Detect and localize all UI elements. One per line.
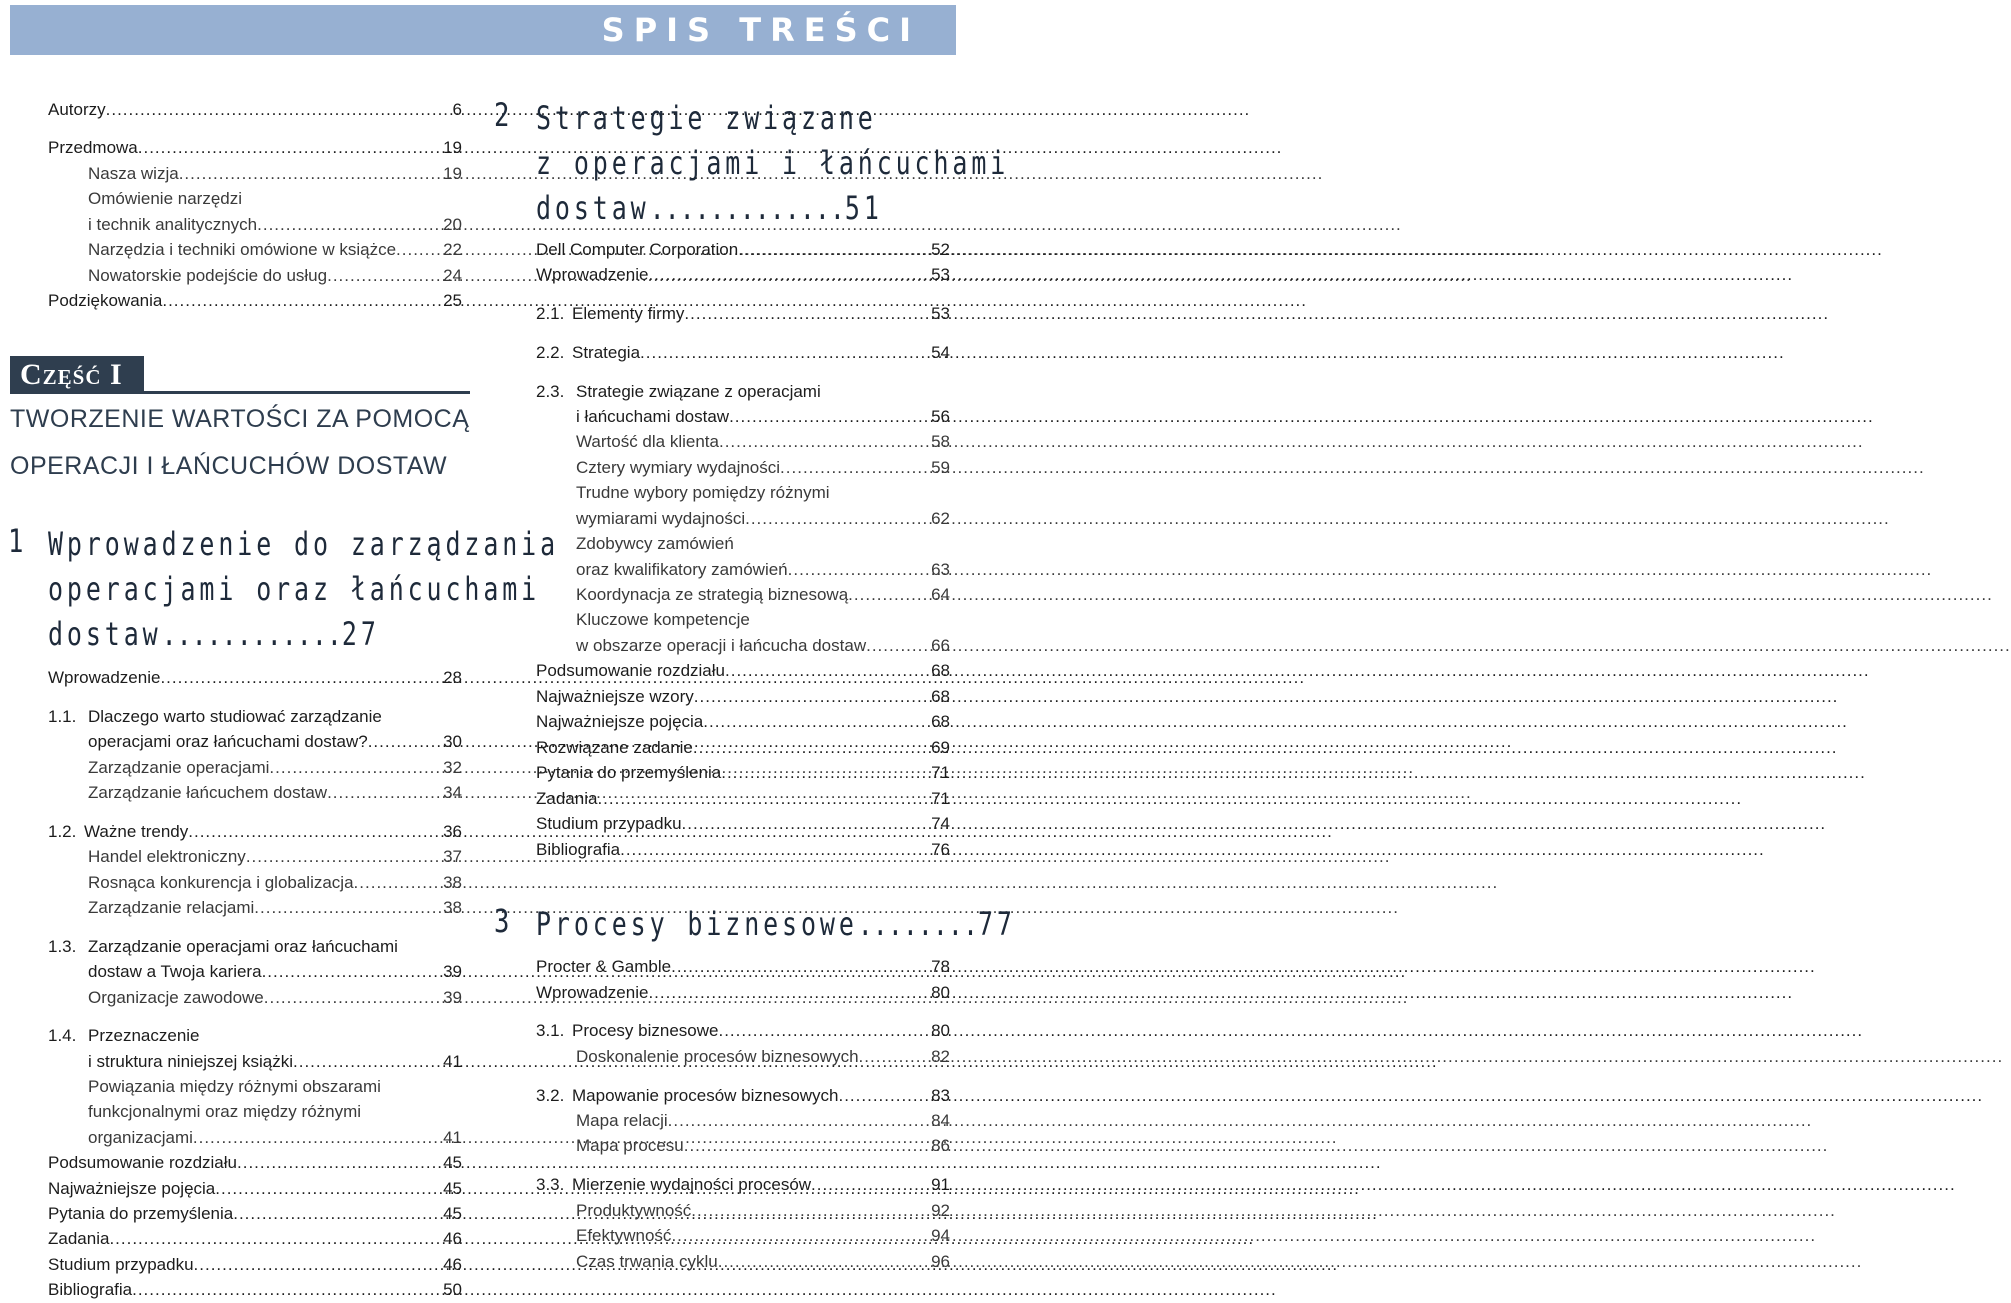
page-number: 63 xyxy=(931,560,950,579)
chapter-title-text: operacjami oraz łańcuchami xyxy=(48,570,541,608)
toc-entry[interactable] xyxy=(536,763,950,783)
dot-leader xyxy=(729,407,929,427)
entry-title: organizacjami xyxy=(88,1128,193,1147)
dot-leader xyxy=(237,1153,441,1173)
dot-leader xyxy=(848,585,929,605)
page-number: 50 xyxy=(443,1280,462,1299)
toc-entry[interactable] xyxy=(48,1179,462,1199)
page-number: 76 xyxy=(931,840,950,859)
section-number: 3.1. xyxy=(536,1021,565,1040)
chapter-title[interactable] xyxy=(536,141,1009,185)
entry-title-line: Strategie związane z operacjami xyxy=(576,382,821,401)
toc-entry[interactable] xyxy=(88,873,462,893)
dot-leader xyxy=(109,1229,441,1249)
entry-title: Studium przypadku xyxy=(48,1255,194,1274)
page-number: 28 xyxy=(443,668,462,687)
dot-leader xyxy=(188,822,441,842)
toc-entry[interactable] xyxy=(576,1136,950,1156)
page-number: 68 xyxy=(931,687,950,706)
entry-title: w obszarze operacji i łańcucha dostaw xyxy=(576,636,867,655)
toc-entry[interactable] xyxy=(88,266,462,286)
dot-leader: ............ xyxy=(161,615,342,653)
page-number: 84 xyxy=(931,1111,950,1130)
page-title: SPIS TREŚCI xyxy=(601,11,920,49)
dot-leader xyxy=(738,240,929,260)
entry-title: Podsumowanie rozdziału xyxy=(536,661,725,680)
entry-title: i technik analitycznych xyxy=(88,215,258,234)
dot-leader xyxy=(269,758,441,778)
entry-title: Elementy firmy xyxy=(572,304,685,323)
toc-entry[interactable] xyxy=(576,1252,950,1272)
chapter-number: 1 xyxy=(8,522,24,560)
page-number: 86 xyxy=(931,1136,950,1155)
page-number: 32 xyxy=(443,758,462,777)
dot-leader xyxy=(725,661,929,681)
chapter-title[interactable] xyxy=(536,186,883,230)
dot-leader xyxy=(254,898,441,918)
page-number: 92 xyxy=(931,1201,950,1220)
toc-entry[interactable] xyxy=(88,1128,462,1148)
entry-title: Czas trwania cyklu xyxy=(576,1252,718,1271)
chapter-title-text: dostaw xyxy=(48,615,162,653)
entry-title: Procesy biznesowe xyxy=(572,1021,719,1040)
dot-leader xyxy=(327,266,441,286)
page-number: 38 xyxy=(443,898,462,917)
toc-entry[interactable] xyxy=(88,962,462,982)
entry-title: Wprowadzenie xyxy=(48,668,161,687)
toc-entry[interactable] xyxy=(48,1255,462,1275)
entry-title: Organizacje zawodowe xyxy=(88,988,264,1007)
entry-title: Przedmowa xyxy=(48,138,138,157)
entry-title: Studium przypadku xyxy=(536,814,682,833)
dot-leader xyxy=(293,1052,441,1072)
entry-title: Najważniejsze wzory xyxy=(536,687,694,706)
page-number: 56 xyxy=(931,407,950,426)
entry-title: Mapowanie procesów biznesowych xyxy=(572,1086,839,1105)
toc-entry[interactable] xyxy=(576,1226,950,1246)
page-number: 30 xyxy=(443,732,462,751)
dot-leader xyxy=(718,1252,929,1272)
dot-leader: ............. xyxy=(649,189,845,227)
dot-leader xyxy=(671,957,929,977)
entry-title-line: funkcjonalnymi oraz między różnymi xyxy=(88,1102,362,1121)
entry-title-line: Kluczowe kompetencje xyxy=(576,610,750,629)
dot-leader xyxy=(257,215,441,235)
page-number: 45 xyxy=(443,1153,462,1172)
page-number: 41 xyxy=(443,1128,462,1147)
dot-leader xyxy=(160,668,441,688)
entry-title: Narzędzia i techniki omówione w książce xyxy=(88,240,397,259)
entry-title-line: Zarządzanie operacjami oraz łańcuchami xyxy=(88,937,398,956)
page-number: 71 xyxy=(931,789,950,808)
toc-entry[interactable] xyxy=(576,509,950,529)
page-number: 64 xyxy=(931,585,950,604)
toc-entry[interactable] xyxy=(48,1204,462,1224)
dot-leader xyxy=(106,100,451,120)
page-number: 71 xyxy=(931,763,950,782)
toc-entry[interactable] xyxy=(88,215,462,235)
section-number: 3.2. xyxy=(536,1086,565,1105)
page-number: 45 xyxy=(443,1179,462,1198)
toc-entry[interactable] xyxy=(536,840,950,860)
toc-entry[interactable] xyxy=(88,189,462,209)
entry-title-line: Zdobywcy zamówień xyxy=(576,534,734,553)
dot-leader xyxy=(620,840,929,860)
toc-entry[interactable] xyxy=(536,240,950,260)
chapter-title-text: z operacjami i łańcuchami xyxy=(536,144,1010,182)
page-number: 41 xyxy=(443,1052,462,1071)
toc-entry[interactable] xyxy=(536,814,950,834)
dot-leader: ........ xyxy=(857,905,978,943)
entry-title: Mapa procesu xyxy=(576,1136,684,1155)
page-number: 66 xyxy=(931,636,950,655)
dot-leader xyxy=(194,1255,442,1275)
part-label: Część I xyxy=(20,358,123,391)
entry-title: Rosnąca konkurencja i globalizacja xyxy=(88,873,354,892)
dot-leader xyxy=(668,1111,929,1131)
entry-title: Wprowadzenie xyxy=(536,265,649,284)
entry-title: Strategia xyxy=(572,343,641,362)
toc-entry[interactable] xyxy=(88,1052,462,1072)
toc-entry[interactable] xyxy=(88,240,462,260)
toc-entry[interactable] xyxy=(536,789,950,809)
dot-leader xyxy=(368,732,441,752)
entry-title: Podziękowania xyxy=(48,291,163,310)
dot-leader xyxy=(264,988,441,1008)
entry-title-line: Dlaczego warto studiować zarządzanie xyxy=(88,707,382,726)
toc-entry[interactable] xyxy=(536,343,950,363)
page-number: 94 xyxy=(931,1226,950,1245)
page-number: 68 xyxy=(931,712,950,731)
page-number: 69 xyxy=(931,738,950,757)
dot-leader xyxy=(780,458,929,478)
dot-leader xyxy=(327,783,441,803)
page-number: 45 xyxy=(443,1204,462,1223)
chapter-page: 27 xyxy=(341,615,380,653)
entry-title: wymiarami wydajności xyxy=(576,509,746,528)
entry-title: Zarządzanie relacjami xyxy=(88,898,255,917)
page-number: 58 xyxy=(931,432,950,451)
entry-title: Nowatorskie podejście do usług xyxy=(88,266,328,285)
dot-leader xyxy=(262,962,442,982)
entry-title: Rozwiązane zadanie xyxy=(536,738,693,757)
page-number: 19 xyxy=(443,138,462,157)
toc-entry[interactable] xyxy=(536,265,950,285)
entry-title: Koordynacja ze strategią biznesową xyxy=(576,585,849,604)
entry-title: Dell Computer Corporation xyxy=(536,240,739,259)
page-number: 22 xyxy=(443,240,462,259)
entry-title: oraz kwalifikatory zamówień xyxy=(576,560,788,579)
entry-title: Doskonalenie procesów biznesowych xyxy=(576,1047,859,1066)
toc-entry[interactable] xyxy=(88,758,462,778)
chapter-title-text: Procesy biznesowe xyxy=(536,905,858,943)
page-number: 39 xyxy=(443,962,462,981)
page-number: 78 xyxy=(931,957,950,976)
entry-title: Nasza wizja xyxy=(88,164,179,183)
page-number: 91 xyxy=(931,1175,950,1194)
entry-title: Wartość dla klienta xyxy=(576,432,719,451)
chapter-title[interactable] xyxy=(536,902,1016,946)
page-number: 80 xyxy=(931,983,950,1002)
entry-title: Mierzenie wydajności procesów xyxy=(572,1175,812,1194)
chapter-title[interactable] xyxy=(48,522,559,566)
entry-title: Bibliografia xyxy=(48,1280,133,1299)
toc-entry[interactable] xyxy=(88,847,462,867)
toc-entry[interactable] xyxy=(536,983,950,1003)
entry-title: i łańcuchami dostaw xyxy=(576,407,730,426)
page-number: 62 xyxy=(931,509,950,528)
chapter-title-text: Wprowadzenie do zarządzania xyxy=(48,525,560,563)
section-number: 1.3. xyxy=(48,937,77,956)
entry-title: Ważne trendy xyxy=(84,822,189,841)
toc-entry[interactable] xyxy=(576,585,950,605)
page-number: 36 xyxy=(443,822,462,841)
toc-entry[interactable] xyxy=(48,291,462,311)
dot-leader xyxy=(693,738,929,758)
toc-entry[interactable] xyxy=(48,1153,462,1173)
page-number: 53 xyxy=(931,265,950,284)
page-number: 19 xyxy=(443,164,462,183)
toc-entry[interactable] xyxy=(88,783,462,803)
header-banner xyxy=(10,5,956,55)
entry-title: Najważniejsze pojęcia xyxy=(536,712,704,731)
page-number: 34 xyxy=(443,783,462,802)
page-number: 82 xyxy=(931,1047,950,1066)
dot-leader xyxy=(838,1086,929,1106)
toc-entry[interactable] xyxy=(576,560,950,580)
toc-entry[interactable] xyxy=(576,407,950,427)
dot-leader xyxy=(684,304,929,324)
section-number: 3.3. xyxy=(536,1175,565,1194)
page-number: 96 xyxy=(931,1252,950,1271)
page-number: 53 xyxy=(931,304,950,323)
chapter-number: 3 xyxy=(494,902,510,940)
toc-entry[interactable] xyxy=(536,661,950,681)
entry-title: Produktywność xyxy=(576,1201,692,1220)
part-title: OPERACJI I ŁAŃCUCHÓW DOSTAW xyxy=(10,452,448,480)
dot-leader xyxy=(233,1204,441,1224)
section-number: 2.1. xyxy=(536,304,565,323)
chapter-title-text: Strategie związane xyxy=(536,99,877,137)
section-number: 2.2. xyxy=(536,343,565,362)
toc-entry[interactable] xyxy=(536,712,950,732)
entry-title: Pytania do przemyślenia xyxy=(48,1204,234,1223)
chapter-title[interactable] xyxy=(48,612,380,656)
toc-entry[interactable] xyxy=(88,732,462,752)
dot-leader xyxy=(703,712,929,732)
entry-title: Zarządzanie operacjami xyxy=(88,758,270,777)
chapter-page: 51 xyxy=(844,189,883,227)
toc-entry[interactable] xyxy=(576,1111,950,1131)
page-number: 80 xyxy=(931,1021,950,1040)
entry-title: dostaw a Twoja kariera xyxy=(88,962,262,981)
dot-leader xyxy=(648,983,929,1003)
page-number: 74 xyxy=(931,814,950,833)
entry-title: Zarządzanie łańcuchem dostaw xyxy=(88,783,328,802)
toc-entry[interactable] xyxy=(88,164,462,184)
dot-leader xyxy=(648,265,929,285)
entry-title: operacjami oraz łańcuchami dostaw? xyxy=(88,732,368,751)
toc-entry[interactable] xyxy=(48,1280,462,1300)
part-rule xyxy=(144,391,470,394)
chapter-number: 2 xyxy=(494,96,510,134)
entry-title: Pytania do przemyślenia xyxy=(536,763,722,782)
dot-leader xyxy=(640,343,929,363)
dot-leader xyxy=(246,847,441,867)
toc-entry[interactable] xyxy=(48,138,462,158)
entry-title: Procter & Gamble xyxy=(536,957,672,976)
section-number: 2.3. xyxy=(536,382,565,401)
entry-title: Zadania xyxy=(536,789,598,808)
toc-entry[interactable] xyxy=(576,432,950,452)
page-number: 38 xyxy=(443,873,462,892)
chapter-page: 77 xyxy=(977,905,1016,943)
chapter-title[interactable] xyxy=(48,567,540,611)
dot-leader xyxy=(719,432,929,452)
entry-title: Omówienie narzędzi xyxy=(88,189,243,208)
dot-leader xyxy=(215,1179,441,1199)
toc-entry[interactable] xyxy=(536,1086,950,1106)
section-number: 1.4. xyxy=(48,1026,77,1045)
entry-title: Efektywność xyxy=(576,1226,672,1245)
toc-entry[interactable] xyxy=(576,1047,950,1067)
entry-title: Autorzy xyxy=(48,100,106,119)
toc-entry[interactable] xyxy=(536,738,950,758)
page-number: 39 xyxy=(443,988,462,1007)
dot-leader xyxy=(138,138,441,158)
page-number: 46 xyxy=(443,1229,462,1248)
dot-leader xyxy=(718,1021,929,1041)
page-number: 25 xyxy=(443,291,462,310)
dot-leader xyxy=(721,763,929,783)
entry-title-line: Przeznaczenie xyxy=(88,1026,200,1045)
dot-leader xyxy=(354,873,442,893)
entry-title-line: Trudne wybory pomiędzy różnymi xyxy=(576,483,830,502)
dot-leader xyxy=(671,1226,929,1246)
page-number: 59 xyxy=(931,458,950,477)
page-number: 46 xyxy=(443,1255,462,1274)
entry-title: Handel elektroniczny xyxy=(88,847,246,866)
page-number: 24 xyxy=(443,266,462,285)
page-number: 6 xyxy=(452,100,462,119)
entry-title: i struktura niniejszej książki xyxy=(88,1052,294,1071)
dot-leader xyxy=(193,1128,441,1148)
chapter-title[interactable] xyxy=(536,96,877,140)
entry-title: Zadania xyxy=(48,1229,110,1248)
dot-leader xyxy=(691,1201,929,1221)
page-number: 52 xyxy=(931,240,950,259)
toc-entry[interactable] xyxy=(576,1201,950,1221)
toc-entry[interactable] xyxy=(536,957,950,977)
chapter-title-text: dostaw xyxy=(536,189,650,227)
entry-title: Wprowadzenie xyxy=(536,983,649,1002)
dot-leader xyxy=(788,560,929,580)
toc-entry[interactable] xyxy=(536,1021,950,1041)
entry-title: Bibliografia xyxy=(536,840,621,859)
dot-leader xyxy=(162,291,441,311)
section-number: 1.2. xyxy=(48,822,77,841)
dot-leader xyxy=(684,1136,929,1156)
toc-entry[interactable] xyxy=(536,304,950,324)
dot-leader xyxy=(396,240,441,260)
toc-entry[interactable] xyxy=(88,988,462,1008)
page-number: 54 xyxy=(931,343,950,362)
page-number: 83 xyxy=(931,1086,950,1105)
dot-leader xyxy=(597,789,929,809)
dot-leader xyxy=(745,509,929,529)
toc-entry[interactable] xyxy=(48,822,462,842)
entry-title: Cztery wymiary wydajności xyxy=(576,458,781,477)
toc-entry[interactable] xyxy=(48,1229,462,1249)
entry-title-line: Powiązania między różnymi obszarami xyxy=(88,1077,381,1096)
page-number: 68 xyxy=(931,661,950,680)
dot-leader xyxy=(132,1280,441,1300)
dot-leader xyxy=(866,636,929,656)
section-number: 1.1. xyxy=(48,707,77,726)
dot-leader xyxy=(811,1175,929,1195)
entry-title: Podsumowanie rozdziału xyxy=(48,1153,237,1172)
entry-title: Mapa relacji xyxy=(576,1111,668,1130)
dot-leader xyxy=(179,164,441,184)
toc-entry[interactable] xyxy=(88,898,462,918)
toc-entry[interactable] xyxy=(536,1175,950,1195)
dot-leader xyxy=(694,687,929,707)
part-title: TWORZENIE WARTOŚCI ZA POMOCĄ xyxy=(10,405,470,433)
dot-leader xyxy=(859,1047,930,1067)
toc-entry[interactable] xyxy=(576,636,950,656)
page-number: 20 xyxy=(443,215,462,234)
toc-entry[interactable] xyxy=(48,100,462,120)
toc-entry[interactable] xyxy=(48,668,462,688)
entry-title: Najważniejsze pojęcia xyxy=(48,1179,216,1198)
page-number: 37 xyxy=(443,847,462,866)
toc-entry[interactable] xyxy=(536,687,950,707)
dot-leader xyxy=(682,814,930,834)
toc-entry[interactable] xyxy=(576,458,950,478)
